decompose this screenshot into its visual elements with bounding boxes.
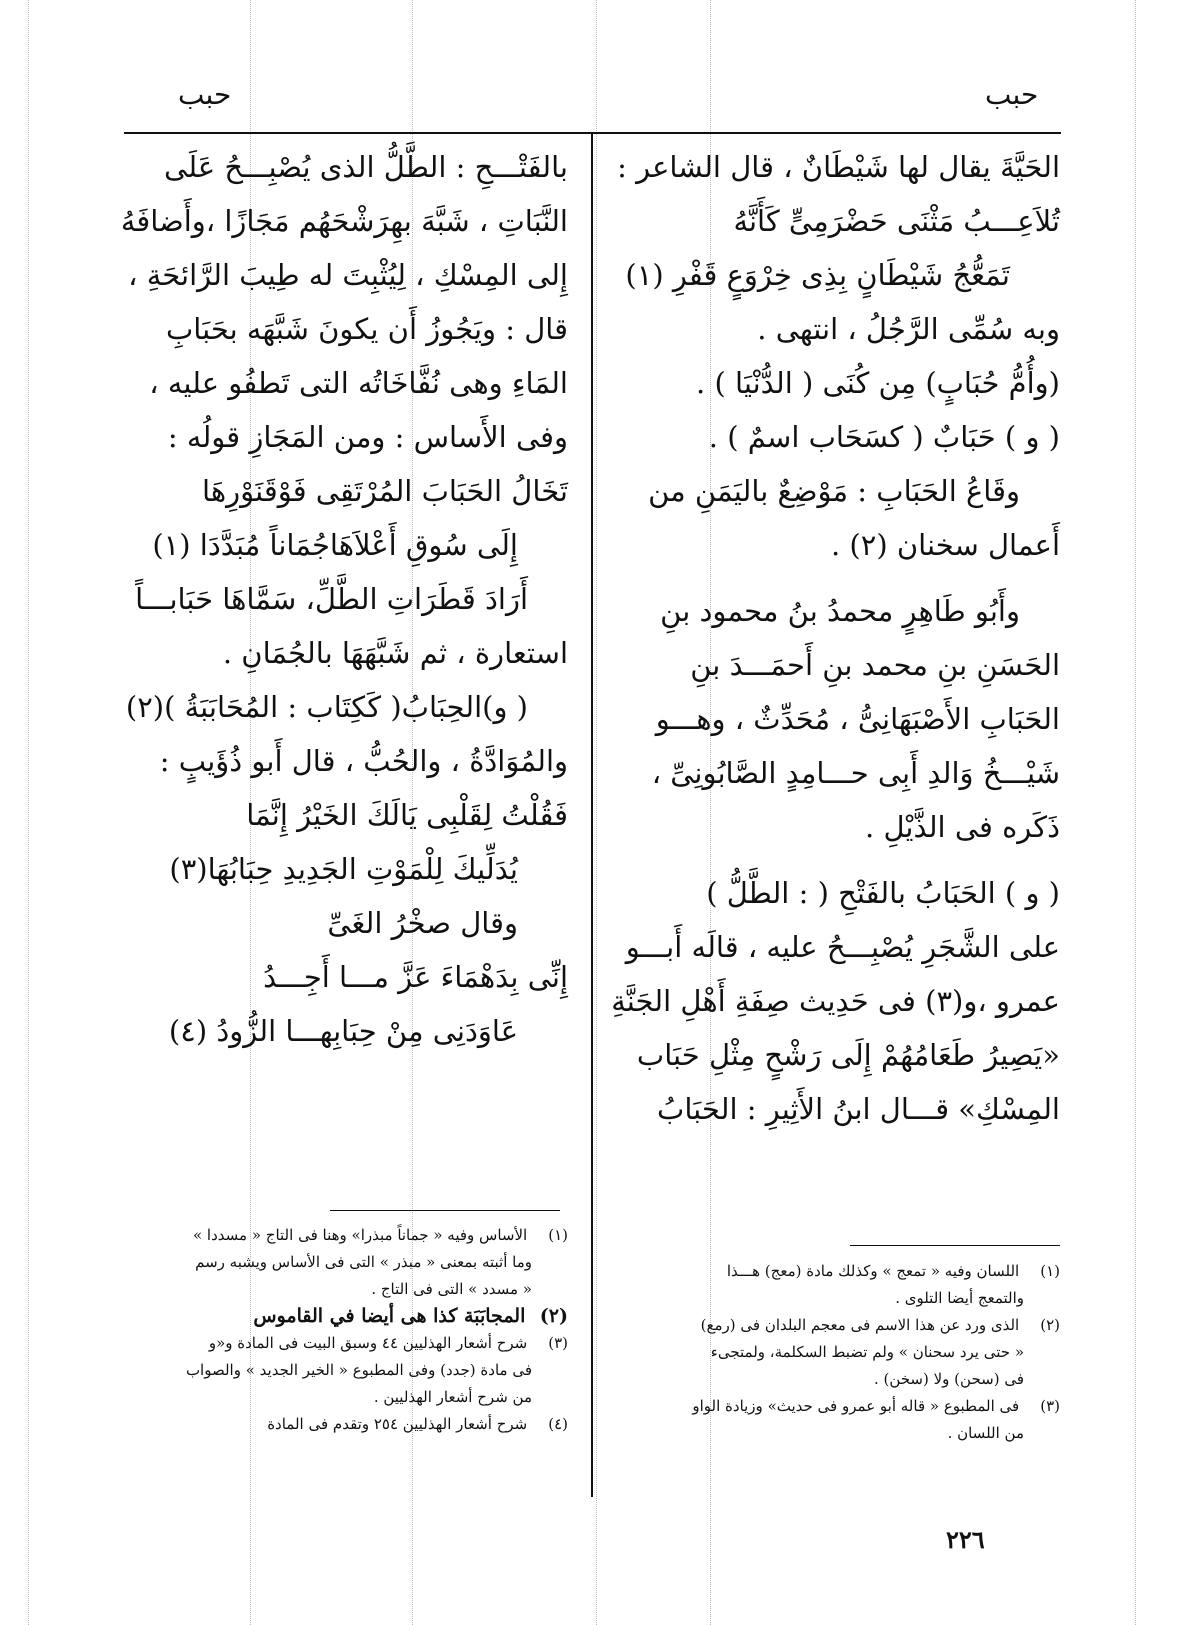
footnote-text: فى مادة (جدد) وفى المطبوع « الخير الجديد » والصواب: [185, 1361, 532, 1379]
text-line: ( و ) حَبَابٌ ( كسَحَاب اسمٌ ) .: [708, 420, 1060, 454]
text-line: المِسْكِ» قـــال ابنُ الأَثِيرِ : الحَبَابُ: [657, 1092, 1060, 1126]
footnote-text: فى المطبوع « قاله أبو عمرو فى حديث» وزيادة الواو: [692, 1397, 1020, 1415]
footnote-number: (١): [1040, 1262, 1060, 1280]
footnote-text: وما أثبته بمعنى « مبذر » التى فى الأساس ويشبه رسم: [195, 1253, 532, 1271]
text-line: (وأُمُّ حُبَابٍ) مِن كُنَى ( الدُّنْيَا ) .: [696, 366, 1060, 400]
text-line: ذَكَره فى الذَّيْلِ .: [865, 810, 1060, 844]
footnote-text: « مسدد » التى فى التاج .: [371, 1280, 532, 1298]
verse-line: يُدَلِّيكَ لِلْمَوْتِ الجَدِيدِ حِبَابُهَا(٣): [169, 852, 518, 886]
text-line: أَعمال سخنان (٢) .: [830, 528, 1060, 562]
left-column: [120, 140, 568, 1058]
scan-guide-line: [28, 0, 29, 1625]
scan-guide-line: [1135, 0, 1136, 1625]
text-line: عمرو ،و(٣) فى حَدِيث صِفَةِ أَهْلِ الجَنَّةِ: [611, 984, 1060, 1018]
verse-line: إِنِّى بِدَهْمَاءَ عَزَّ مـــا أَجِـــدُ: [263, 960, 568, 994]
text-line: وقال صخْرُ الغَىِّ: [327, 906, 518, 940]
text-line: أَرَادَ قَطَرَاتِ الطَّلِّ، سَمَّاهَا حَبَابـــاً: [135, 582, 528, 616]
text-line: وبه سُمِّى الرَّجُلُ ، انتهى .: [757, 312, 1060, 346]
text-line: قال : ويَجُوزُ أَن يكونَ شَبَّهَه بحَبَابِ: [166, 312, 568, 346]
page-number: ٢٢٦: [946, 1525, 985, 1554]
text-line: بالفَتْـــحِ : الطَّلُّ الذى يُصْبِـــحُ عَلَى: [164, 150, 568, 184]
footnote-text: الأساس وفيه « جماناً مبذرا» وهنا فى التاج « مسددا »: [192, 1226, 528, 1244]
footnote-text: والتمعج أيضا التلوى .: [895, 1289, 1024, 1307]
footnote: [128, 1411, 568, 1438]
footnote-text: فى (سحن) ولا (سخن) .: [873, 1370, 1024, 1388]
footnote-number: (٢): [539, 1305, 568, 1327]
text-line: على الشَّجَرِ يُصْبِـــحُ عليه ، قالَه أَبـــو: [625, 930, 1060, 964]
verse-line: إِلَى سُوقِ أَعْلاَهَاجُمَاناً مُبَدَّدَا (١): [152, 528, 518, 562]
text-line: ( و)الحِبَابُ( كَكِتَاب : المُحَابَبَةُ )(٢): [125, 690, 528, 724]
right-footnotes: [620, 1258, 1060, 1447]
footnote: [128, 1222, 568, 1249]
footnote-number: (٣): [548, 1334, 568, 1352]
footnote: [128, 1330, 568, 1357]
text-line: الحَبَابِ الأَصْبَهَانِىُّ ، مُحَدِّثٌ ، وهـــو: [655, 702, 1060, 736]
verse-line: تَخَالُ الحَبَابَ المُرْتَقِى فَوْقَنَوْرِهَا: [202, 474, 568, 508]
text-line: وقَاعُ الحَبَابِ : مَوْضِعٌ باليَمَنِ من: [648, 474, 1020, 508]
text-line: الحَيَّةَ يقال لها شَيْطَانٌ ، قال الشاعر :: [617, 150, 1060, 184]
text-line: شَيْـــخُ وَالدِ أَبِى حـــامِدٍ الصَّابُونِىِّ ،: [651, 756, 1060, 790]
verse-line: تُلاَعِـــبُ مَثْنَى حَضْرَمِىٍّ كَأَنَّهُ: [733, 204, 1060, 238]
text-line: استعارة ، ثم شَبَّهَهَا بالجُمَانِ .: [222, 636, 568, 670]
footnote-text: من شرح أشعار الهذليين .: [373, 1388, 532, 1406]
footnote-number: (١): [548, 1226, 568, 1244]
footnote-text: « حتى يرد سحنان » ولم تضبط السكلمة، ولمتجىء: [710, 1343, 1024, 1361]
footnote-text: الذى ورد عن هذا الاسم فى معجم البلدان فى (رمع): [700, 1316, 1020, 1334]
verse-line: فَقُلْتُ لِقَلْبِى يَالَكَ الخَيْرُ إِنَّمَا: [246, 798, 568, 832]
footnote-number: (٢): [1040, 1316, 1060, 1334]
footnote: [620, 1312, 1060, 1339]
column-divider: [591, 132, 593, 1497]
right-column: [611, 140, 1060, 1136]
text-line: الحَسَنِ بنِ محمد بنِ أَحمَـــدَ بنِ: [690, 648, 1060, 682]
text-line: المَاءِ وهى نُفَّاخَاتُه التى تَطفُو عليه ،: [149, 366, 568, 400]
verse-line: عَاوَدَنِى مِنْ حِبَابِهـــا الزُّودُ (٤): [168, 1014, 518, 1048]
footnote: [620, 1258, 1060, 1285]
text-line: وفى الأَساس : ومن المَجَازِ قولُه :: [167, 420, 568, 454]
verse-line: تَمَعُّجُ شَيْطَانٍ بِذِى خِرْوَعٍ قَفْرِ (١): [625, 258, 1010, 292]
footnote-number: (٤): [548, 1415, 568, 1433]
text-line: النَّبَاتِ ، شَبَّهَ بهِرَشْحَهُم مَجَازًا ،وأَضافَهُ: [120, 204, 568, 238]
footnote-rule: [850, 1245, 1060, 1246]
text-line: «يَصِيرُ طَعَامُهُمْ إِلَى رَشْحٍ مِثْلِ حَبَاب: [636, 1038, 1060, 1072]
text-line: ( و ) الحَبَابُ بالفَتْحِ ( : الطَّلُّ ): [706, 876, 1060, 910]
footnote: [620, 1393, 1060, 1420]
text-line: إِلى المِسْكِ ، لِيُثْبِتَ له طِيبَ الرَّائحَةِ ،: [128, 258, 568, 292]
footnote-text: اللسان وفيه « تمعج » وكذلك مادة (معج) هـــذا: [726, 1262, 1020, 1280]
footnote-text: شرح أشعار الهذليين ٢٥٤ وتقدم فى المادة: [267, 1415, 528, 1433]
footnote-rule: [330, 1210, 560, 1211]
header-right-word: حبب: [985, 78, 1039, 111]
header-left-word: حبب: [178, 78, 232, 111]
text-line: والمُوَادَّةُ ، والحُبُّ ، قال أَبو ذُؤَيبٍ :: [159, 744, 568, 778]
footnote-text: شرح أشعار الهذليين ٤٤ وسبق البيت فى المادة و«و: [208, 1334, 528, 1352]
footnote-text: المجابَبَة كذا هى أيضا في القاموس: [253, 1305, 526, 1327]
footnote-number: (٣): [1040, 1397, 1060, 1415]
footnote: [128, 1303, 568, 1330]
scan-guide-line: [596, 0, 597, 1625]
footnote-text: من اللسان .: [947, 1424, 1024, 1442]
text-line: وأَبُو طَاهِرٍ محمدُ بنُ محمود بنِ: [660, 594, 1020, 628]
left-footnotes: [128, 1222, 568, 1438]
